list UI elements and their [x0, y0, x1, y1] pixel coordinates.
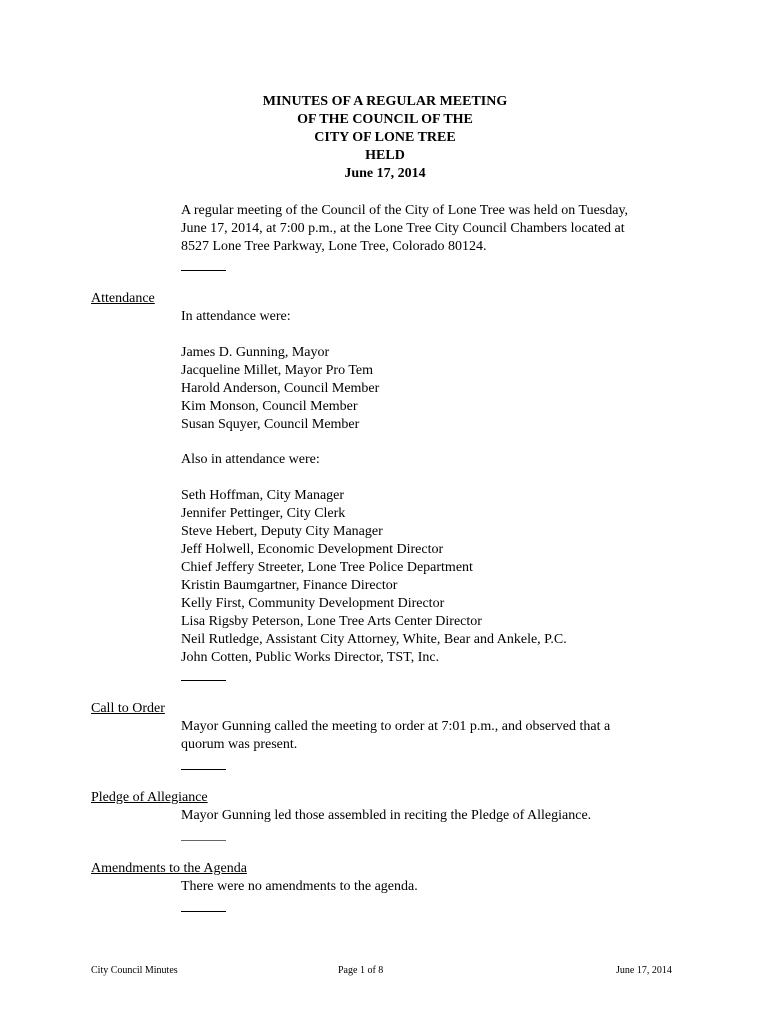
title-line: OF THE COUNCIL OF THE — [297, 112, 473, 127]
title-line: MINUTES OF A REGULAR MEETING — [262, 94, 508, 109]
title-line: CITY OF LONE TREE — [314, 130, 456, 145]
list-item: Lisa Rigsby Peterson, Lone Tree Arts Center Director — [181, 614, 482, 629]
council-members-list — [181, 344, 671, 434]
attendance-intro-text: In attendance were: — [181, 309, 291, 324]
section-divider — [181, 769, 226, 770]
section-divider — [181, 840, 226, 841]
also-attendance-intro — [181, 451, 671, 469]
intro-line: 8527 Lone Tree Parkway, Lone Tree, Colorado 80124. — [181, 239, 487, 254]
paragraph-line: quorum was present. — [181, 737, 298, 752]
list-item: John Cotten, Public Works Director, TST, Inc. — [181, 650, 440, 665]
amendments-text — [181, 878, 671, 896]
list-item: Kristin Baumgartner, Finance Director — [181, 578, 398, 593]
paragraph-line: Mayor Gunning led those assembled in reciting the Pledge of Allegiance. — [181, 808, 592, 823]
amendments-heading: Amendments to the Agenda — [91, 861, 247, 876]
list-item: Neil Rutledge, Assistant City Attorney, White, Bear and Ankele, P.C. — [181, 632, 567, 647]
section-divider — [181, 680, 226, 681]
list-item: Chief Jeffery Streeter, Lone Tree Police Department — [181, 560, 473, 575]
footer-page-number: Page 1 of 8 — [338, 965, 384, 976]
paragraph-line: Mayor Gunning called the meeting to order at 7:01 p.m., and observed that a — [181, 719, 611, 734]
also-attendance-text: Also in attendance were: — [181, 452, 320, 467]
call-to-order-text — [181, 718, 671, 754]
list-item: James D. Gunning, Mayor — [181, 345, 330, 360]
call-to-order-heading: Call to Order — [91, 701, 165, 716]
title-date: June 17, 2014 — [344, 166, 426, 181]
title-line: HELD — [365, 148, 405, 163]
list-item: Susan Squyer, Council Member — [181, 417, 360, 432]
staff-list — [181, 487, 671, 667]
list-item: Steve Hebert, Deputy City Manager — [181, 524, 383, 539]
intro-line: A regular meeting of the Council of the City of Lone Tree was held on Tuesday, — [181, 203, 629, 218]
attendance-heading: Attendance — [91, 291, 155, 306]
attendance-intro — [181, 308, 671, 326]
list-item: Jacqueline Millet, Mayor Pro Tem — [181, 363, 374, 378]
list-item: Jennifer Pettinger, City Clerk — [181, 506, 346, 521]
document-title — [0, 93, 770, 183]
list-item: Kelly First, Community Development Director — [181, 596, 445, 611]
section-divider — [181, 911, 226, 912]
footer-left: City Council Minutes — [91, 965, 178, 976]
pledge-text — [181, 807, 671, 825]
intro-line: June 17, 2014, at 7:00 p.m., at the Lone Tree City Council Chambers located at — [181, 221, 625, 236]
list-item: Harold Anderson, Council Member — [181, 381, 380, 396]
section-divider — [181, 270, 226, 271]
footer-date: June 17, 2014 — [616, 965, 672, 976]
paragraph-line: There were no amendments to the agenda. — [181, 879, 418, 894]
list-item: Jeff Holwell, Economic Development Director — [181, 542, 444, 557]
list-item: Seth Hoffman, City Manager — [181, 488, 345, 503]
intro-paragraph — [181, 202, 681, 256]
pledge-heading: Pledge of Allegiance — [91, 790, 208, 805]
list-item: Kim Monson, Council Member — [181, 399, 358, 414]
